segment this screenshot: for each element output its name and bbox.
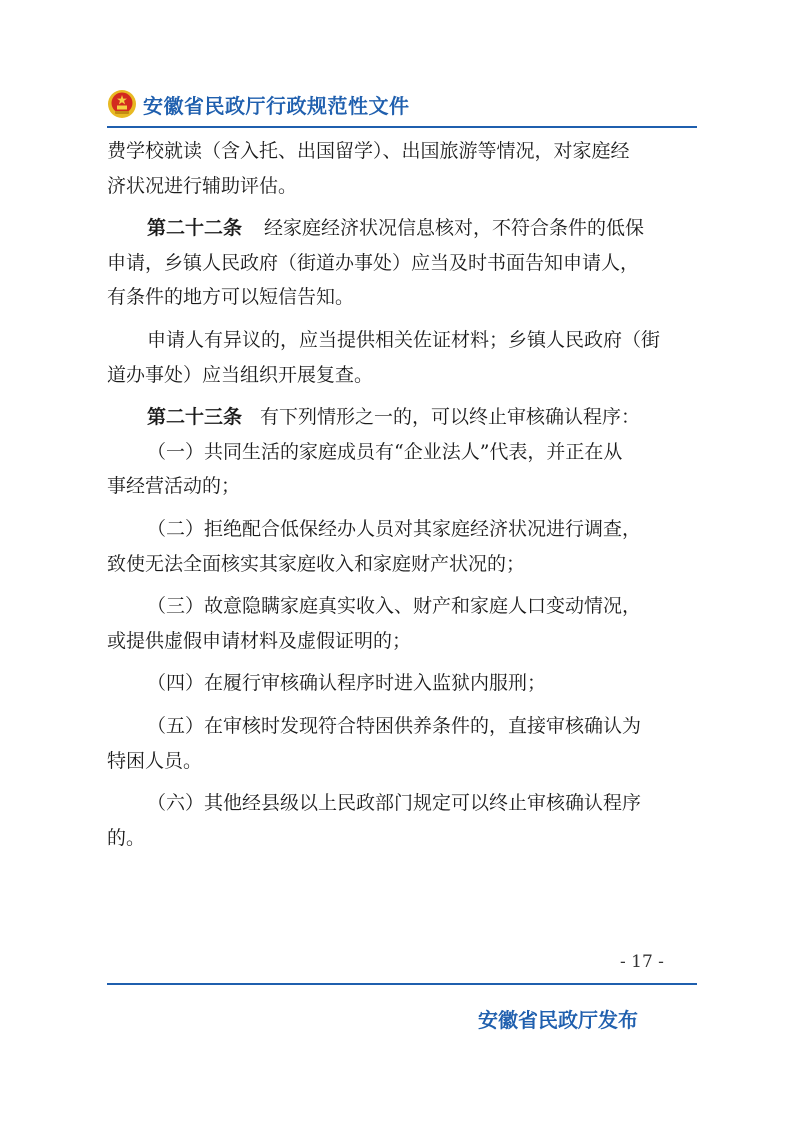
header-title: 安徽省民政厅行政规范性文件 <box>143 93 410 118</box>
paragraph-line: 费学校就读（含入托、出国留学）、出国旅游等情况，对家庭经 <box>107 140 630 162</box>
list-item-line: 事经营活动的； <box>107 475 241 498</box>
article-22-line <box>107 211 697 246</box>
paragraph-text: 经家庭经济状况信息核对，不符合条件的低保 <box>264 217 645 240</box>
paragraph-line: 济状况进行辅助评估。 <box>107 174 298 197</box>
paragraph-text: 有下列情形之一的，可以终止审核确认程序： <box>260 406 641 429</box>
list-item-line: 的。 <box>107 826 146 849</box>
list-item-line: （六）其他经县级以上民政部门规定可以终止审核确认程序 <box>147 792 642 815</box>
paragraph-line: 申请，乡镇人民政府（街道办事处）应当及时书面告知申请人， <box>107 251 640 274</box>
footer-divider <box>107 983 697 985</box>
article-23-line <box>107 400 697 435</box>
document-header <box>107 86 697 122</box>
page-number: - 17 - <box>620 952 664 972</box>
header-divider <box>107 126 697 128</box>
list-item-line: （二）拒绝配合低保经办人员对其家庭经济状况进行调查， <box>147 517 642 540</box>
article-22-heading: 第二十二条 <box>147 217 243 240</box>
paragraph-line: 道办事处）应当组织开展复查。 <box>107 363 374 386</box>
list-item-line: （一）共同生活的家庭成员有“企业法人”代表，并正在从 <box>147 440 623 463</box>
footer-publisher: 安徽省民政厅发布 <box>478 1008 638 1032</box>
list-item-line: （四）在履行审核确认程序时进入监狱内服刑； <box>147 672 547 695</box>
article-23-heading: 第二十三条 <box>147 406 243 429</box>
list-item-line: 致使无法全面核实其家庭收入和家庭财产状况的； <box>107 552 526 575</box>
document-body <box>107 134 697 855</box>
list-item-line: （五）在审核时发现符合特困供养条件的，直接审核确认为 <box>147 714 642 737</box>
list-item-line: 特困人员。 <box>107 749 203 772</box>
list-item-line: 或提供虚假申请材料及虚假证明的； <box>107 629 412 652</box>
list-item-line: （三）故意隐瞒家庭真实收入、财产和家庭人口变动情况， <box>147 595 642 618</box>
paragraph-line: 申请人有异议的，应当提供相关佐证材料；乡镇人民政府（街 <box>147 328 661 351</box>
paragraph-line: 有条件的地方可以短信告知。 <box>107 286 355 309</box>
national-emblem-icon <box>107 89 137 119</box>
